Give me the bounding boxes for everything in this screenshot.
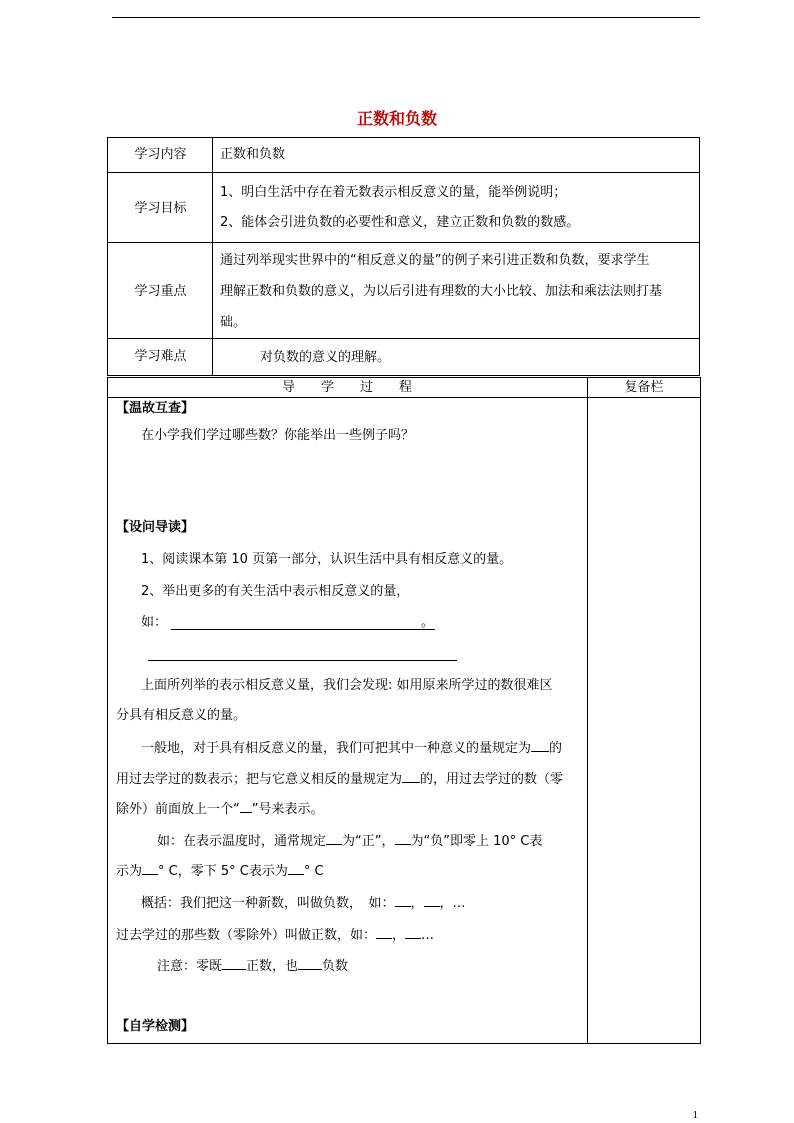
selftest-heading: 【自学检测】: [116, 1019, 195, 1034]
positive-example-blank-1[interactable]: [376, 938, 392, 939]
negative-direction-blank[interactable]: [395, 844, 411, 845]
positive-end: …: [421, 928, 435, 943]
summary-text-a: 概括：我们把这一种新数，叫做负数， 如：: [141, 896, 395, 911]
positive-text-a: 过去学过的那些数（零除外）叫做正数，如：: [116, 928, 377, 943]
summary-end: ，…: [439, 896, 466, 911]
page-title: 正数和负数: [356, 109, 437, 128]
example-blank-line-2[interactable]: [148, 660, 457, 661]
eg-line2-text-a: 示为: [116, 864, 143, 879]
guide-note: [157, 959, 348, 975]
info-focus-line-1: 通过列举现实世界中的“相反意义的量”的例子来引进正数和负数，要求学生: [220, 253, 650, 268]
review-heading: 【温故互查】: [116, 401, 195, 416]
process-header-side: 复备栏: [624, 380, 664, 395]
guide-positive: [116, 928, 434, 944]
info-row-content-label-cell: [107, 137, 213, 173]
guide-summary: [141, 896, 466, 912]
eg-line1-text-b: 为“正”，: [342, 834, 395, 849]
guide-para2-line3: [116, 802, 324, 818]
info-label-difficulty: 学习难点: [134, 349, 187, 364]
para2-line1-end: 的: [549, 741, 563, 756]
summary-sep: ，: [410, 896, 424, 911]
zero-negative-blank[interactable]: [298, 969, 322, 970]
info-row-difficulty-label-cell: [107, 338, 213, 376]
eg-line1-text-c: 为“负”即零上 10° C表: [410, 834, 543, 849]
positive-sep: ，: [392, 928, 406, 943]
guide-para2-line2: [116, 772, 563, 788]
info-row-content-value-cell: [212, 137, 700, 173]
para2-line1-text: 一般地，对于具有相反意义的量，我们可把其中一种意义的量规定为: [141, 741, 532, 756]
sign-blank[interactable]: [240, 812, 252, 813]
info-value-content: 正数和负数: [220, 147, 286, 162]
zero-positive-blank[interactable]: [222, 969, 246, 970]
info-row-difficulty-value-cell: [212, 338, 700, 376]
info-focus-line-2: 理解正数和负数的意义，为以后引进有理数的大小比较、加法和乘法法则打基: [220, 284, 663, 299]
note-text-a: 注意：零既: [157, 959, 223, 974]
positive-example-blank-2[interactable]: [405, 938, 421, 939]
guide-example-temp-line1: [157, 834, 542, 850]
info-focus-line-3: 础。: [220, 315, 247, 330]
para2-line2-text-b: 的，用过去学过的数（零: [420, 772, 564, 787]
page-number: 1: [692, 1109, 698, 1121]
info-label-goal: 学习目标: [134, 201, 187, 216]
info-label-content: 学习内容: [134, 147, 187, 162]
process-header-main: 导 学 过 程: [281, 380, 412, 395]
temp-below-blank[interactable]: [288, 874, 304, 875]
guide-example-suffix: 。: [421, 615, 435, 630]
review-question: 在小学我们学过哪些数？你能举出一些例子吗？: [141, 428, 415, 443]
guide-example-temp-line2: [116, 864, 324, 880]
guide-para2-line1: [141, 741, 562, 757]
info-label-focus: 学习重点: [134, 284, 187, 299]
info-row-goal-value-cell: [212, 172, 700, 243]
positive-direction-blank[interactable]: [326, 844, 342, 845]
process-column-divider: [587, 377, 588, 1044]
info-goal-line-1: 1、明白生活中存在着无数表示相反意义的量，能举例说明；: [220, 185, 567, 200]
positive-type-blank[interactable]: [531, 751, 549, 752]
negative-example-blank-1[interactable]: [395, 906, 411, 907]
temp-above-blank[interactable]: [142, 874, 158, 875]
info-goal-line-2: 2、能体会引进负数的必要性和意义，建立正数和负数的数感。: [220, 215, 580, 230]
eg-line2-text-c: ° C: [303, 864, 324, 879]
para2-line3-text-a: 除外）前面放上一个“: [116, 802, 240, 817]
negative-example-blank-2[interactable]: [424, 906, 440, 907]
guide-heading: 【设问导读】: [116, 520, 195, 535]
header-rule: [112, 17, 700, 18]
guide-para1-line1: 上面所列举的表示相反意义量，我们会发现: 如用原来所学过的数很难区: [141, 678, 553, 693]
info-row-focus-value-cell: [212, 242, 700, 339]
guide-item-2: 2、举出更多的有关生活中表示相反意义的量，: [141, 584, 410, 599]
example-blank-line-1[interactable]: [171, 629, 435, 630]
guide-item-1: 1、阅读课本第 10 页第一部分，认识生活中具有相反意义的量。: [141, 552, 513, 567]
eg-line2-text-b: ° C，零下 5° C表示为: [158, 864, 288, 879]
eg-line1-text-a: 如：在表示温度时，通常规定: [157, 834, 327, 849]
info-row-goal-label-cell: [107, 172, 213, 243]
process-header-divider: [107, 397, 701, 398]
guide-example-prefix: 如：: [141, 615, 168, 630]
note-text-b: 正数，也: [246, 959, 299, 974]
para2-line2-text-a: 用过去学过的数表示；把与它意义相反的量规定为: [116, 772, 403, 787]
negative-type-blank[interactable]: [402, 782, 420, 783]
para2-line3-text-b: ”号来表示。: [251, 802, 324, 817]
guide-para1-line2: 分具有相反意义的量。: [116, 708, 247, 723]
note-text-c: 负数: [322, 959, 349, 974]
info-row-focus-label-cell: [107, 242, 213, 339]
info-difficulty-value: 对负数的意义的理解。: [260, 350, 391, 365]
